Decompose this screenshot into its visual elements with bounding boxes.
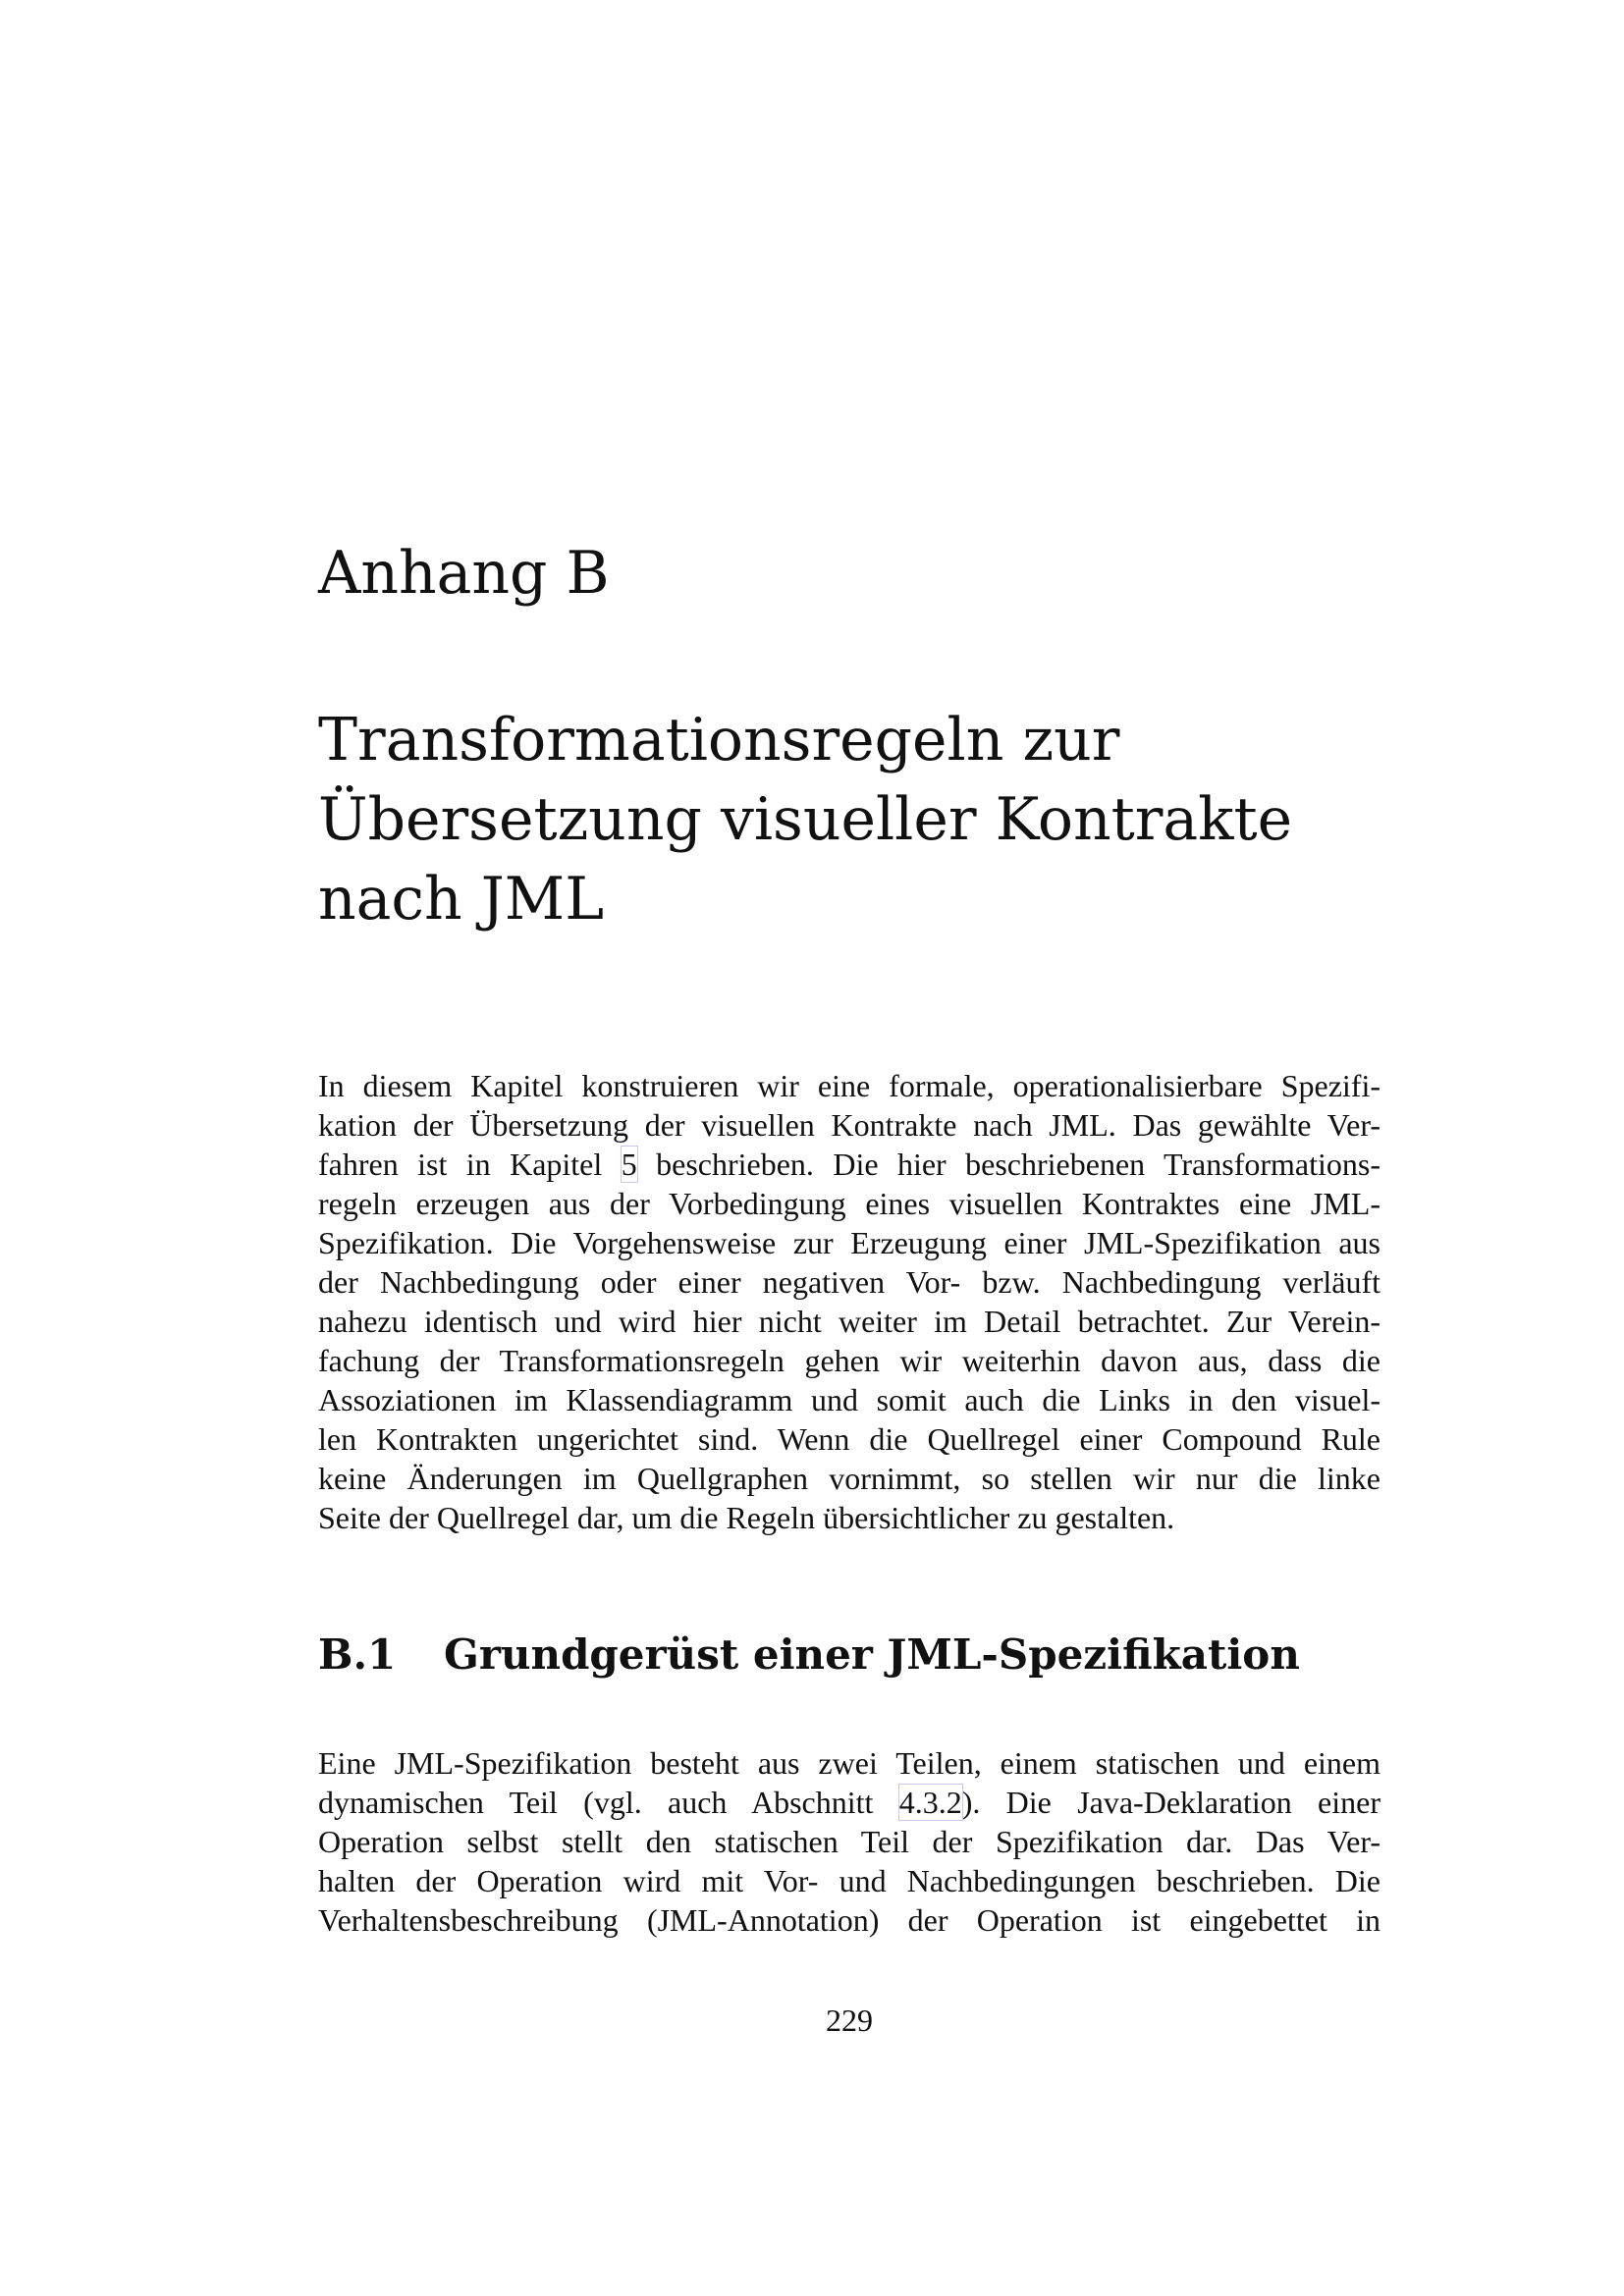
- text-line: Seite der Quellregel dar, um die Regeln übersichtlicher zu gestalten.: [318, 1500, 1175, 1535]
- section-reference-link[interactable]: 4.3.2: [898, 1785, 962, 1820]
- text-line: [318, 1145, 1380, 1184]
- text-fragment: dynamischen Teil (vgl. auch Abschnitt: [318, 1785, 899, 1820]
- text-line: Verhaltensbeschreibung (JML-Annotation) der Operation ist eingebettet in: [318, 1902, 1380, 1938]
- text-line: In diesem Kapitel konstruieren wir eine formale, operationalisierbare Spezifi-: [318, 1068, 1380, 1103]
- section-paragraph: [318, 1743, 1380, 1940]
- intro-paragraph: [318, 1066, 1380, 1537]
- chapter-label: Anhang B: [318, 539, 610, 608]
- text-line: Operation selbst stellt den statischen Teil der Spezifikation dar. Das Ver-: [318, 1824, 1380, 1859]
- text-line: [318, 1783, 1380, 1822]
- page-number: 229: [826, 2002, 873, 2038]
- chapter-title-line: Transformationsregeln zur: [318, 706, 1120, 774]
- text-fragment: fahren ist in Kapitel: [318, 1147, 622, 1182]
- text-line: fachung der Transformationsregeln gehen wir weiterhin davon aus, dass die: [318, 1343, 1380, 1378]
- chapter-title: [318, 701, 1398, 939]
- section-title: Grundgerüst einer JML-Spezifikation: [444, 1630, 1300, 1679]
- chapter-title-line: Übersetzung visueller Kontrakte: [318, 785, 1293, 854]
- text-line: len Kontrakten ungerichtet sind. Wenn die Quellregel einer Compound Rule: [318, 1421, 1380, 1457]
- section-heading: [318, 1628, 1300, 1682]
- text-line: regeln erzeugen aus der Vorbedingung eines visuellen Kontraktes eine JML-: [318, 1186, 1380, 1221]
- text-fragment: beschrieben. Die hier beschriebenen Transformations-: [636, 1147, 1381, 1182]
- text-fragment: ). Die Java-Deklaration einer: [961, 1785, 1381, 1820]
- section-number: B.1: [318, 1630, 397, 1679]
- text-line: keine Änderungen im Quellgraphen vornimmt, so stellen wir nur die linke: [318, 1461, 1380, 1496]
- chapter-reference-link[interactable]: 5: [621, 1147, 637, 1182]
- text-line: Eine JML-Spezifikation besteht aus zwei Teilen, einem statischen und einem: [318, 1745, 1380, 1781]
- text-line: Spezifikation. Die Vorgehensweise zur Erzeugung einer JML-Spezifikation aus: [318, 1225, 1380, 1260]
- text-line: kation der Übersetzung der visuellen Kontrakte nach JML. Das gewählte Ver-: [318, 1107, 1380, 1143]
- text-line: halten der Operation wird mit Vor- und Nachbedingungen beschrieben. Die: [318, 1863, 1380, 1898]
- text-line: nahezu identisch und wird hier nicht weiter im Detail betrachtet. Zur Verein-: [318, 1304, 1380, 1339]
- chapter-title-line: nach JML: [318, 865, 605, 934]
- text-line: der Nachbedingung oder einer negativen Vor- bzw. Nachbedingung verläuft: [318, 1264, 1380, 1300]
- text-line: Assoziationen im Klassendiagramm und somit auch die Links in den visuel-: [318, 1382, 1380, 1417]
